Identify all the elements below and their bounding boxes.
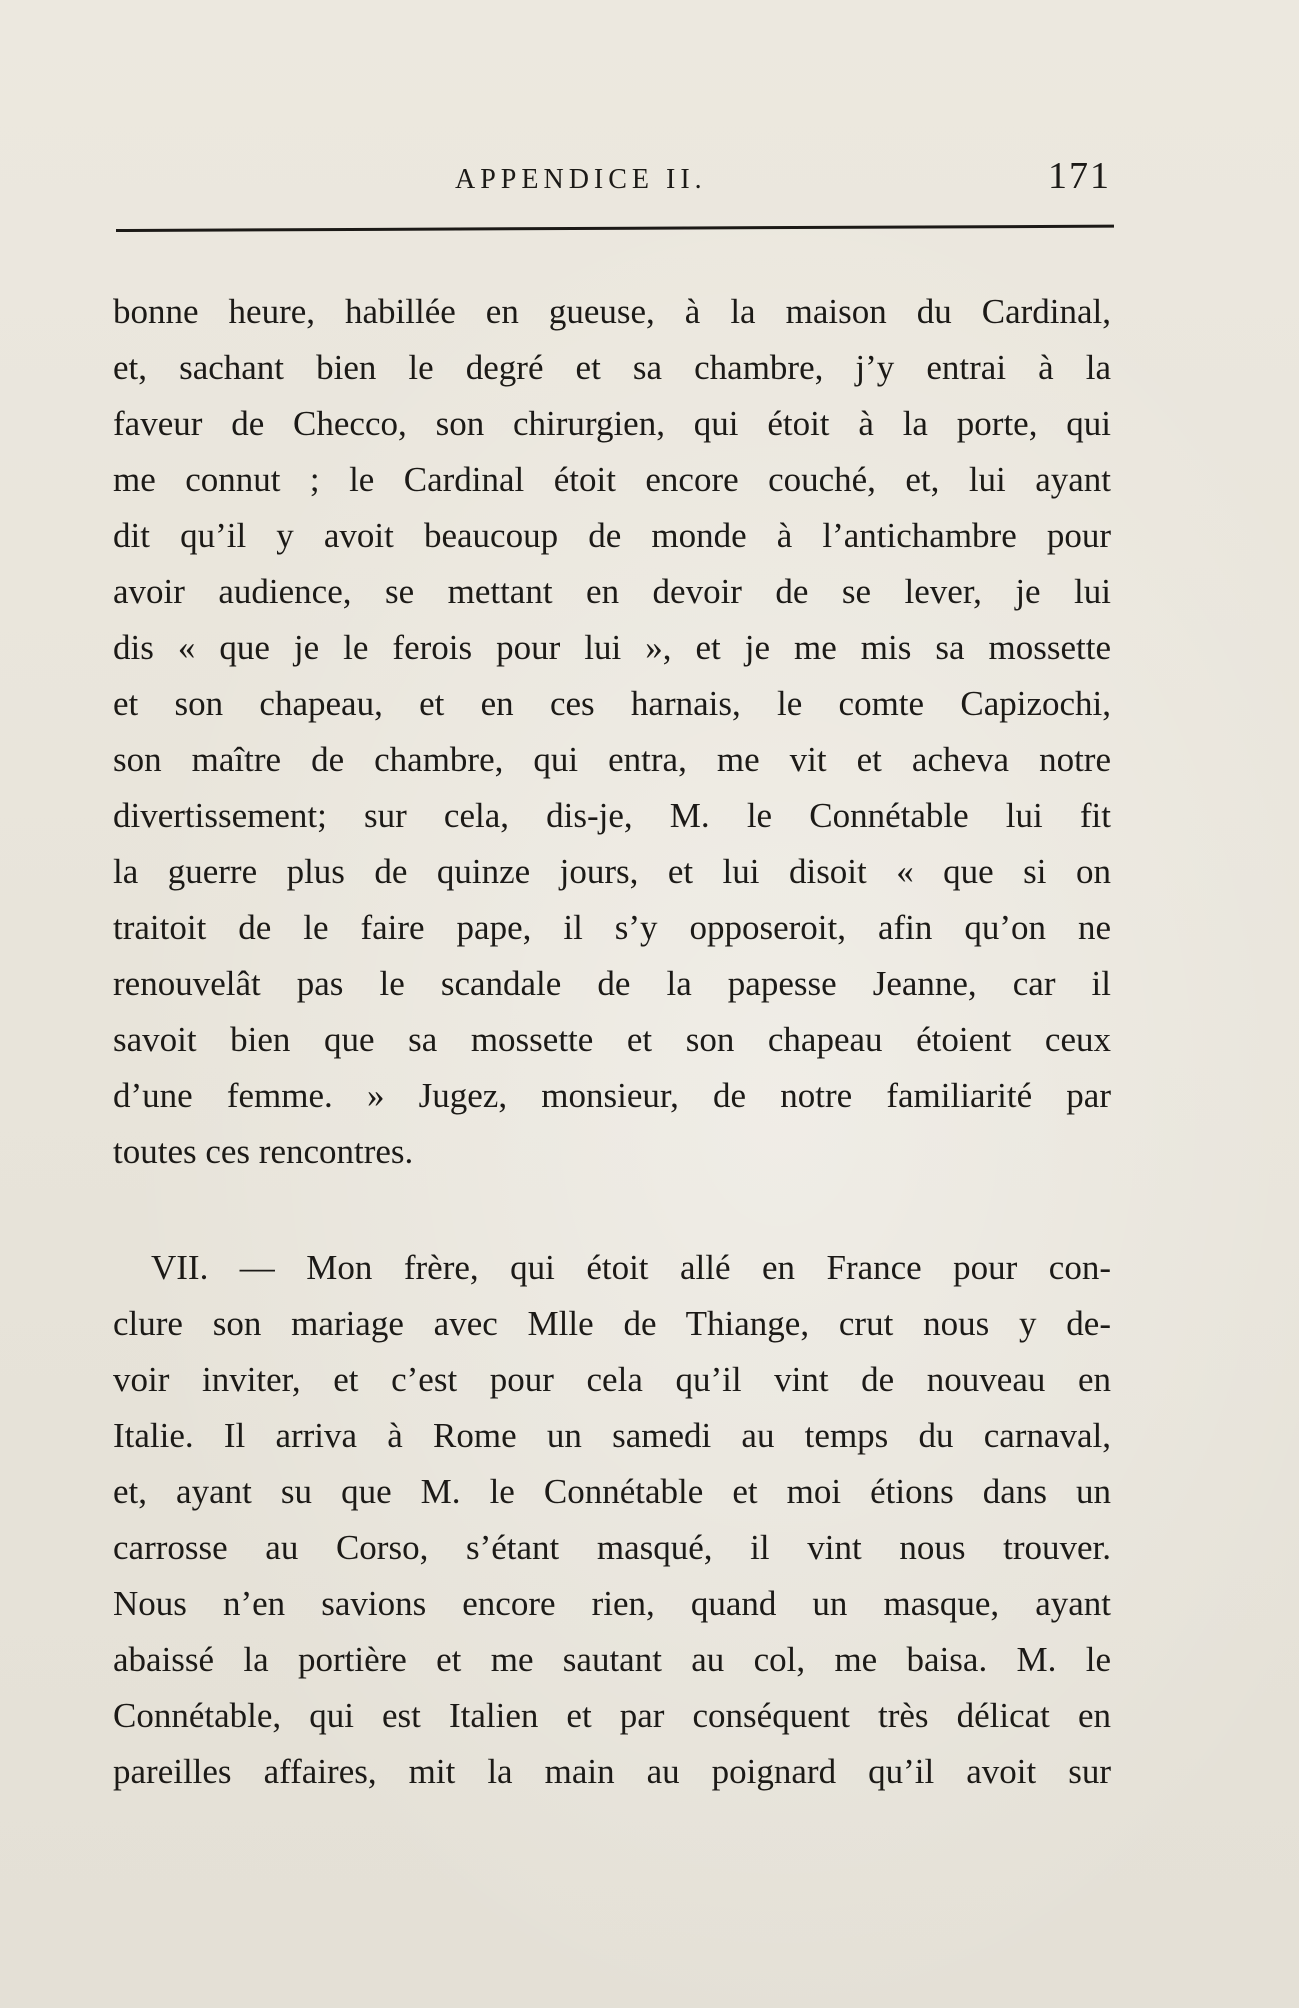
text-line: Connétable, qui est Italien et par conséquent très délicat en: [113, 1696, 1111, 1735]
text-line: dit qu’il y avoit beaucoup de monde à l’antichambre pour: [113, 516, 1111, 555]
text-line: et, sachant bien le degré et sa chambre, j’y entrai à la: [113, 348, 1111, 387]
running-header-title: APPENDICE II.: [455, 164, 707, 195]
header-rule: [116, 225, 1114, 232]
paragraph-2-section-vii: [113, 1240, 1111, 1800]
text-line: voir inviter, et c’est pour cela qu’il vint de nouveau en: [113, 1360, 1111, 1399]
text-line: toutes ces rencontres.: [113, 1132, 414, 1171]
text-line: carrosse au Corso, s’étant masqué, il vint nous trouver.: [113, 1528, 1111, 1567]
text-line: me connut ; le Cardinal étoit encore couché, et, lui ayant: [113, 460, 1111, 499]
text-line: d’une femme. » Jugez, monsieur, de notre familiarité par: [113, 1076, 1111, 1115]
text-line: Italie. Il arriva à Rome un samedi au temps du carnaval,: [113, 1416, 1111, 1455]
text-line: abaissé la portière et me sautant au col, me baisa. M. le: [113, 1640, 1111, 1679]
text-line: renouvelât pas le scandale de la papesse Jeanne, car il: [113, 964, 1111, 1003]
text-line: traitoit de le faire pape, il s’y opposeroit, afin qu’on ne: [113, 908, 1111, 947]
text-line: dis « que je le ferois pour lui », et je me mis sa mossette: [113, 628, 1111, 667]
text-line: son maître de chambre, qui entra, me vit et acheva notre: [113, 740, 1111, 779]
text-line: et, ayant su que M. le Connétable et moi étions dans un: [113, 1472, 1111, 1511]
text-line: Nous n’en savions encore rien, quand un masque, ayant: [113, 1584, 1111, 1623]
text-line: VII. — Mon frère, qui étoit allé en France pour con-: [151, 1248, 1111, 1287]
text-line: et son chapeau, et en ces harnais, le comte Capizochi,: [113, 684, 1111, 723]
text-line: faveur de Checco, son chirurgien, qui étoit à la porte, qui: [113, 404, 1111, 443]
text-line: divertissement; sur cela, dis-je, M. le Connétable lui fit: [113, 796, 1111, 835]
page-number: 171: [1048, 155, 1111, 197]
paragraph-1: [113, 284, 1111, 1180]
text-line: bonne heure, habillée en gueuse, à la maison du Cardinal,: [113, 292, 1111, 331]
text-line: avoir audience, se mettant en devoir de se lever, je lui: [113, 572, 1111, 611]
text-line: la guerre plus de quinze jours, et lui disoit « que si on: [113, 852, 1111, 891]
text-line: pareilles affaires, mit la main au poignard qu’il avoit sur: [113, 1752, 1111, 1791]
text-line: clure son mariage avec Mlle de Thiange, crut nous y de-: [113, 1304, 1111, 1343]
text-line: savoit bien que sa mossette et son chapeau étoient ceux: [113, 1020, 1111, 1059]
